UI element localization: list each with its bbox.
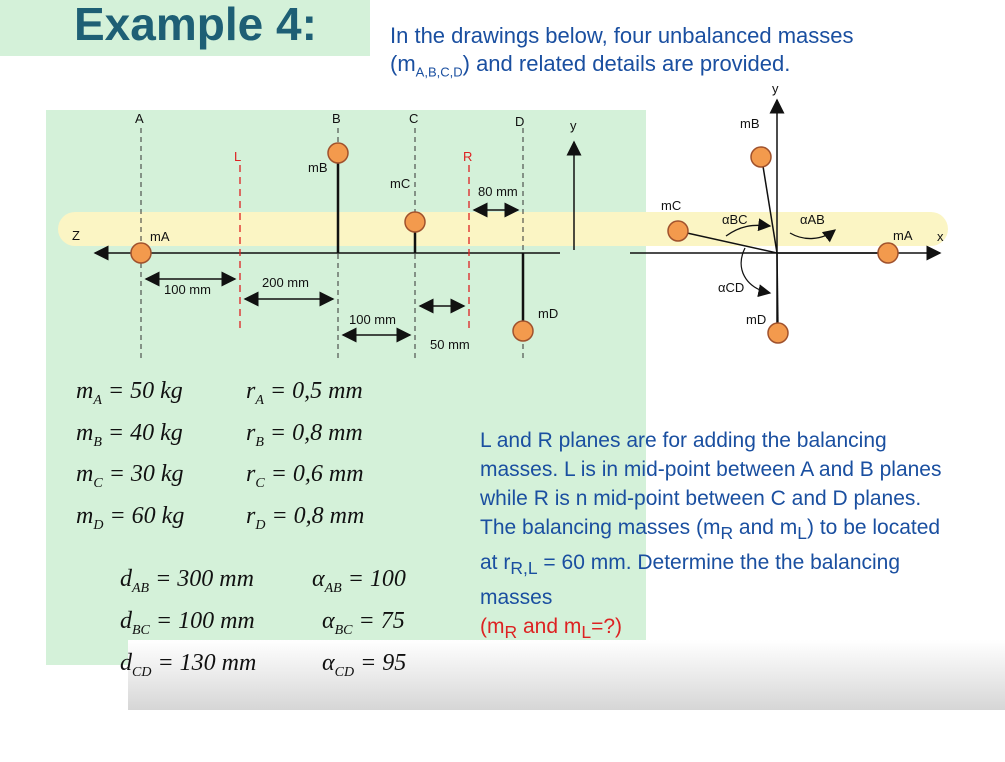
- end-y-label: y: [772, 81, 779, 96]
- plane-r-label: R: [463, 149, 473, 164]
- plane-a-label: A: [135, 111, 144, 126]
- mass-d-label: mD: [538, 306, 559, 321]
- angle-bc-label: αBC: [722, 212, 748, 227]
- side-y-label: y: [570, 118, 577, 133]
- page-title: Example 4:: [0, 0, 370, 56]
- radius-d-formula: $r_D = 0,8$ mm: [246, 503, 365, 533]
- dim-l-b-text: 200 mm: [262, 275, 309, 290]
- plane-l-label: L: [234, 149, 242, 164]
- mass-b-label: mB: [308, 160, 328, 175]
- end-mass-c-circle: [668, 221, 688, 241]
- mass-d-circle: [513, 321, 533, 341]
- dim-b-c-text: 100 mm: [349, 312, 396, 327]
- angle-bc-formula: $\alpha_{BC} = 75$: [322, 608, 405, 638]
- radius-c-formula: $r_C = 0,6$ mm: [246, 461, 364, 491]
- mass-d-formula: $m_D = 60$ kg: [76, 503, 185, 533]
- angle-ab-formula: $\alpha_{AB} = 100$: [312, 566, 406, 596]
- end-mass-d-circle: [768, 323, 788, 343]
- plane-d-label: D: [515, 114, 525, 129]
- distance-ab-formula: $d_{AB} = 300$ mm: [120, 566, 254, 596]
- radius-a-formula: $r_A = 0,5$ mm: [246, 378, 363, 408]
- plane-c-label: C: [409, 111, 419, 126]
- end-arm-d: [777, 253, 778, 330]
- dim-a-l-text: 100 mm: [164, 282, 211, 297]
- distance-cd-formula: $d_{CD} = 130$ mm: [120, 650, 257, 680]
- angle-cd-arc: [741, 248, 770, 293]
- radius-b-formula: $r_B = 0,8$ mm: [246, 420, 363, 450]
- end-mass-a-circle: [878, 243, 898, 263]
- mass-b-formula: $m_B = 40$ kg: [76, 420, 183, 450]
- distance-bc-formula: $d_{BC} = 100$ mm: [120, 608, 255, 638]
- plane-b-label: B: [332, 111, 341, 126]
- end-mass-c-label: mC: [661, 198, 682, 213]
- mass-b-circle: [328, 143, 348, 163]
- mass-c-label: mC: [390, 176, 411, 191]
- dim-c-r-text: 50 mm: [430, 337, 470, 352]
- axis-z-label: Z: [72, 228, 80, 243]
- end-mass-a-label: mA: [893, 228, 913, 243]
- dim-r-d-text: 80 mm: [478, 184, 518, 199]
- mass-a-label: mA: [150, 229, 170, 244]
- intro-line-2: $(m_{A,B,C,D})$ and related details are provided.: [390, 51, 791, 80]
- mass-a-circle: [131, 243, 151, 263]
- end-mass-b-circle: [751, 147, 771, 167]
- problem-description: L and R planes are for adding the balancing masses. L is in mid-point between A and B planes while R is n mid-point between C and D planes. The balancing masses ($m_R$ and $m_L$) to be located at $r_{R,L} = 60$ mm. Determine the the balancing masses ($m_R$ and $m_L=$?): [480, 426, 960, 648]
- mass-c-circle: [405, 212, 425, 232]
- mass-a-formula: $m_A = 50$ kg: [76, 378, 183, 408]
- angle-cd-label: αCD: [718, 280, 745, 295]
- angle-cd-formula: $\alpha_{CD} = 95$: [322, 650, 407, 680]
- question-line: ($m_R$ and $m_L=$?): [480, 615, 623, 643]
- end-x-label: x: [937, 229, 944, 244]
- mass-c-formula: $m_C = 30$ kg: [76, 461, 184, 491]
- end-mass-b-label: mB: [740, 116, 760, 131]
- intro-line-1: In the drawings below, four unbalanced masses: [390, 23, 854, 48]
- end-mass-d-label: mD: [746, 312, 767, 327]
- angle-ab-label: αAB: [800, 212, 825, 227]
